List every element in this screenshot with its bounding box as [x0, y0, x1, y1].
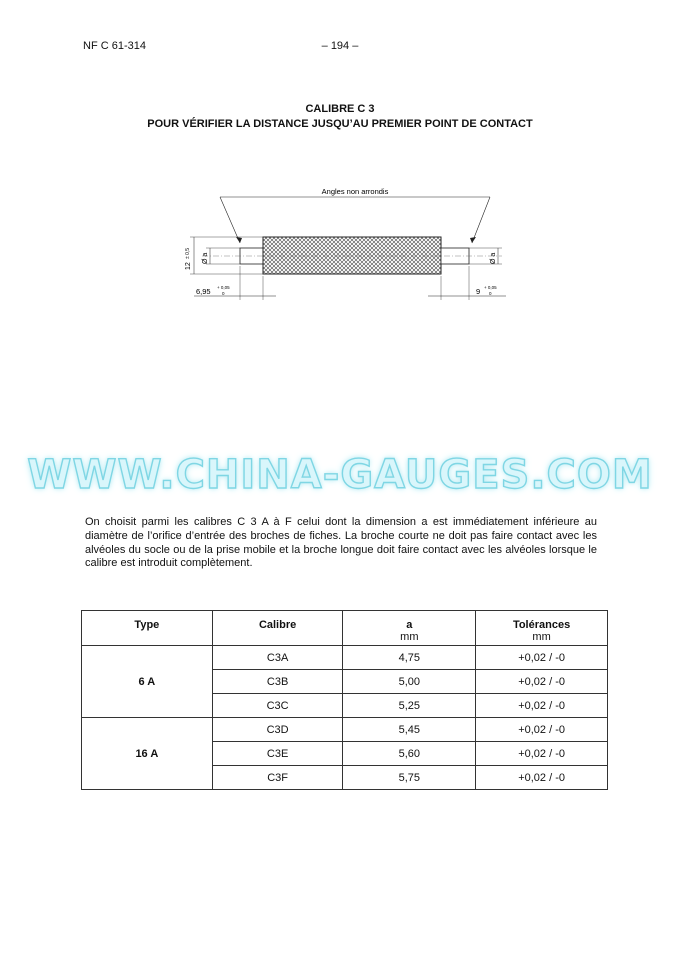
arrow-left: [236, 237, 242, 243]
arrow-right: [470, 237, 476, 243]
tolerance-cell: +0,02 / -0: [476, 694, 608, 718]
dim-left-tol-plus: + 0,05: [217, 285, 230, 290]
page-title: CALIBRE C 3: [305, 103, 375, 115]
angles-leader-left: [220, 197, 240, 243]
type-cell: 6 A: [82, 646, 213, 718]
dim-left-length: 6,95: [196, 287, 211, 296]
angles-leader-right: [472, 197, 490, 243]
a-cell: 4,75: [343, 646, 476, 670]
calibre-table: [81, 610, 608, 790]
table-row: [82, 718, 608, 742]
dim-right-tol-plus: + 0,05: [484, 285, 497, 290]
a-cell: 5,00: [343, 670, 476, 694]
description-paragraph: On choisit parmi les calibres C 3 A à F celui dont la dimension a est immédiatement inférieure au diamètre de l’orifice d’entrée des broches de fiches. La broche courte ne doit pas faire contact avec les alvéoles du socle ou de la prise mobile et la broche longue doit faire contact avec les alvéoles lorsque le calibre est introduit complètement.: [85, 516, 597, 570]
calibre-cell: C3B: [212, 670, 343, 694]
calibre-cell: C3D: [212, 718, 343, 742]
header-type: Type: [82, 611, 213, 646]
page-subtitle: POUR VÉRIFIER LA DISTANCE JUSQU’AU PREMIER POINT DE CONTACT: [147, 118, 533, 130]
type-cell: 16 A: [82, 718, 213, 790]
dim-diameter-left: Ø a: [202, 252, 209, 264]
dim-diameter-right: Ø a: [490, 252, 497, 264]
tolerance-cell: +0,02 / -0: [476, 742, 608, 766]
dim-height-value: 12: [185, 262, 192, 270]
dim-right-length: 9: [476, 287, 481, 296]
a-cell: 5,25: [343, 694, 476, 718]
gauge-drawing: [180, 180, 520, 310]
header-a: a mm: [343, 611, 476, 646]
header-tolerances: Tolérances mm: [476, 611, 608, 646]
dim-left-tol-minus: 0: [222, 291, 225, 296]
header-calibre: Calibre: [212, 611, 343, 646]
a-cell: 5,60: [343, 742, 476, 766]
watermark: WWW.CHINA-GAUGES.COM: [27, 452, 653, 498]
tolerance-cell: +0,02 / -0: [476, 718, 608, 742]
angles-label: Angles non arrondis: [321, 187, 389, 196]
calibre-cell: C3E: [212, 742, 343, 766]
a-cell: 5,75: [343, 766, 476, 790]
tolerance-cell: +0,02 / -0: [476, 646, 608, 670]
table-row: [82, 646, 608, 670]
document-reference: NF C 61-314: [83, 40, 146, 52]
dim-height-tol: ± 0,5: [185, 247, 191, 259]
calibre-cell: C3A: [212, 646, 343, 670]
knurled-body: [263, 237, 441, 274]
dim-right-tol-minus: 0: [489, 291, 492, 296]
page-number: – 194 –: [321, 40, 359, 52]
table-header-row: [82, 611, 608, 646]
tolerance-cell: +0,02 / -0: [476, 670, 608, 694]
calibre-cell: C3C: [212, 694, 343, 718]
a-cell: 5,45: [343, 718, 476, 742]
tolerance-cell: +0,02 / -0: [476, 766, 608, 790]
calibre-cell: C3F: [212, 766, 343, 790]
